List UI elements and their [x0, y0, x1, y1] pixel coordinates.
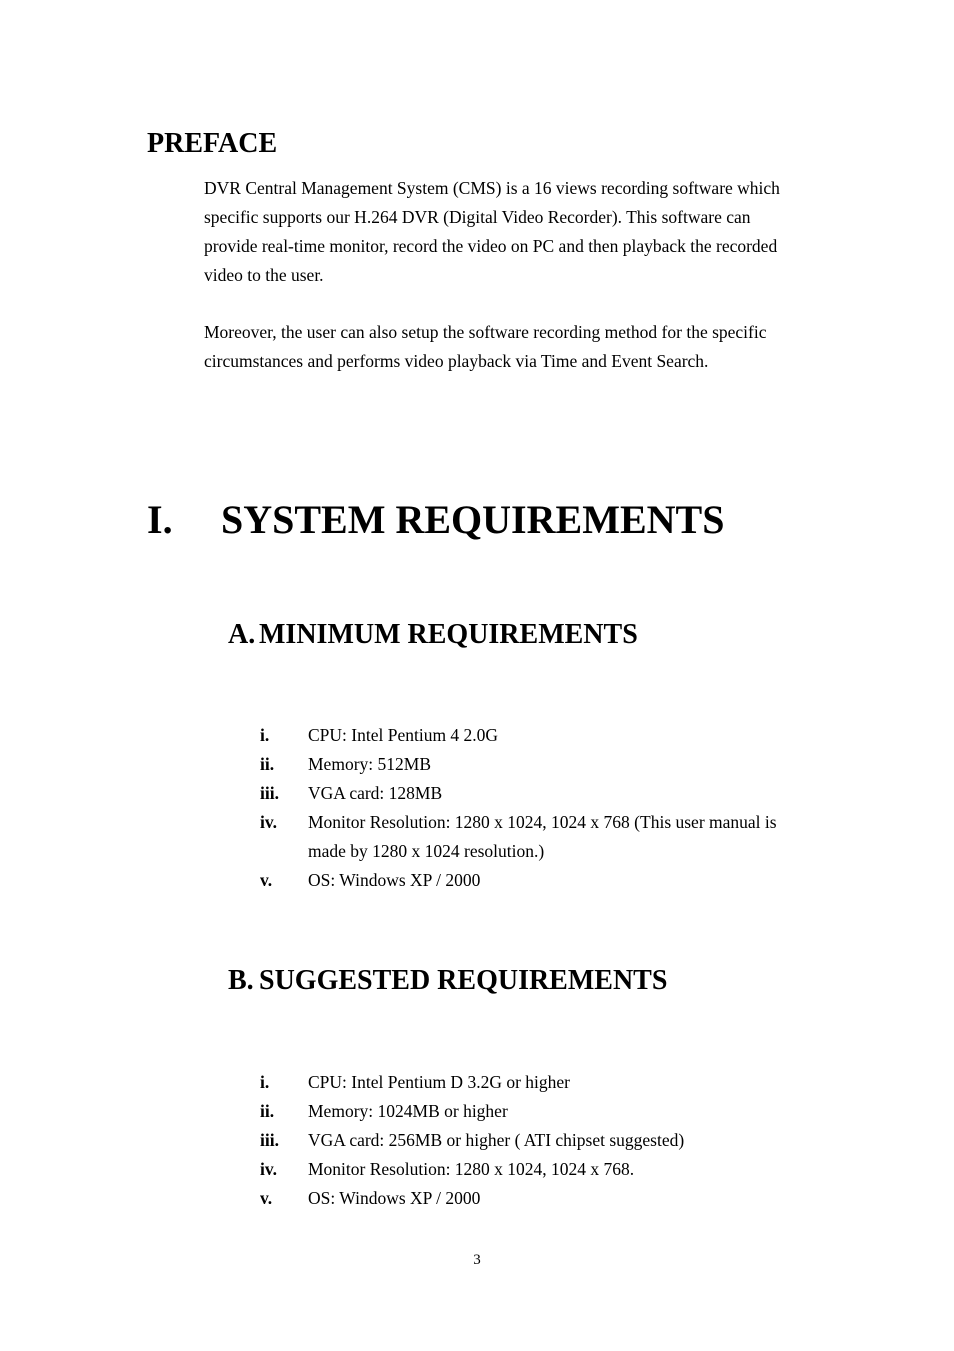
- minimum-requirements-heading: [228, 618, 638, 652]
- list-marker: iii.: [260, 1130, 279, 1150]
- list-item-text: Monitor Resolution: 1280 x 1024, 1024 x 768.: [308, 1159, 635, 1179]
- list-item-text: VGA card: 128MB: [308, 783, 443, 803]
- preface-heading: PREFACE: [147, 128, 278, 159]
- list-marker: v.: [260, 870, 273, 890]
- list-item: [260, 808, 820, 866]
- list-marker: ii.: [260, 754, 275, 774]
- list-item-text: Memory: 512MB: [308, 754, 431, 774]
- list-item-text: Monitor Resolution: 1280 x 1024, 1024 x 768 (This user manual is made by 1280 x 1024 resolution.): [308, 812, 777, 861]
- list-item: [260, 1126, 820, 1155]
- list-item-text: OS: Windows XP / 2000: [308, 870, 481, 890]
- subsection-title: SUGGESTED REQUIREMENTS: [259, 965, 668, 996]
- list-item: [260, 866, 820, 895]
- list-item-text: CPU: Intel Pentium D 3.2G or higher: [308, 1072, 570, 1092]
- list-item: [260, 750, 820, 779]
- list-item-text: VGA card: 256MB or higher ( ATI chipset suggested): [308, 1130, 685, 1150]
- section-heading: [147, 495, 724, 545]
- list-marker: i.: [260, 725, 270, 745]
- list-item: [260, 1097, 820, 1126]
- section-title: SYSTEM REQUIREMENTS: [221, 497, 725, 542]
- minimum-requirements-list: [260, 721, 820, 895]
- list-marker: iv.: [260, 812, 278, 832]
- page-number: 3: [473, 1252, 481, 1268]
- list-marker: v.: [260, 1188, 273, 1208]
- preface-paragraph-1: DVR Central Management System (CMS) is a 16 views recording software which specific supports our H.264 DVR (Digital Video Recorder). This software can provide real-time monitor, record the video on PC and then playback the recorded video to the user.: [204, 178, 780, 285]
- subsection-letter: A.: [228, 619, 256, 650]
- suggested-requirements-heading: [228, 964, 667, 998]
- list-item: [260, 1155, 820, 1184]
- list-item-text: CPU: Intel Pentium 4 2.0G: [308, 725, 499, 745]
- list-item-text: Memory: 1024MB or higher: [308, 1101, 508, 1121]
- list-item: [260, 1068, 820, 1097]
- list-marker: iv.: [260, 1159, 278, 1179]
- list-item: [260, 1184, 820, 1213]
- list-item: [260, 721, 820, 750]
- list-marker: i.: [260, 1072, 270, 1092]
- list-item-text: OS: Windows XP / 2000: [308, 1188, 481, 1208]
- subsection-title: MINIMUM REQUIREMENTS: [259, 619, 638, 650]
- preface-paragraph-2: Moreover, the user can also setup the software recording method for the specific circumstances and performs video playback via Time and Event Search.: [204, 322, 767, 371]
- suggested-requirements-list: [260, 1068, 820, 1213]
- list-marker: ii.: [260, 1101, 275, 1121]
- section-number: I.: [147, 497, 173, 542]
- list-item: [260, 779, 820, 808]
- list-marker: iii.: [260, 783, 279, 803]
- subsection-letter: B.: [228, 965, 254, 996]
